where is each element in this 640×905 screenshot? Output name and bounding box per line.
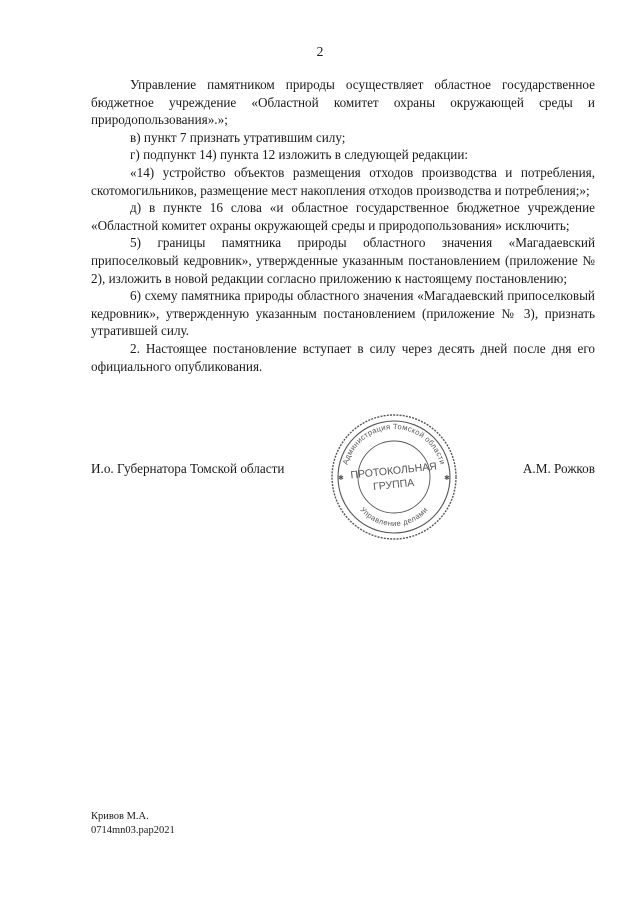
document-body <box>91 76 595 375</box>
footer-author: Кривов М.А. <box>91 811 149 822</box>
signatory-name: А.М. Рожков <box>522 461 595 476</box>
paragraph-item-g: г) подпункт 14) пункта 12 изложить в следующей редакции: <box>130 147 469 163</box>
stamp-star-icon: ✱ <box>338 475 344 482</box>
stamp-center-line1: ПРОТОКОЛЬНАЯ <box>349 460 438 482</box>
svg-text:Администрация Томской области <box>341 422 448 466</box>
stamp-bottom-text: Управление делами <box>358 505 430 529</box>
stamp-star-icon: ✱ <box>444 475 450 482</box>
paragraph-management: Управление памятником природы осуществляет областное государственное бюджетное учреждение «Областной комитет охраны окружающей среды и природопользования».»; <box>91 77 595 128</box>
page-number: 2 <box>316 44 324 59</box>
stamp-center-line2: ГРУППА <box>372 476 415 494</box>
footer-file-code: 0714mn03.pap2021 <box>91 824 175 836</box>
document-footer <box>91 810 175 837</box>
paragraph-subitem-14: «14) устройство объектов размещения отходов производства и потребления, скотомогильников, размещение мест накопления отходов производства и потребления;»; <box>91 164 595 198</box>
paragraph-effective-date: 2. Настоящее постановление вступает в силу через десять дней после дня его официального опубликования. <box>91 340 595 374</box>
paragraph-item-d: д) в пункте 16 слова «и областное государственное бюджетное учреждение «Областной комитет охраны окружающей среды и природопользования» исключить; <box>91 200 595 233</box>
svg-text:Управление делами <box>358 505 429 528</box>
protocol-stamp <box>329 412 459 542</box>
stamp-ring-text: Администрация Томской области <box>340 421 448 466</box>
paragraph-item-v: в) пункт 7 признать утратившим силу; <box>130 129 346 145</box>
paragraph-item-6: 6) схему памятника природы областного значения «Магадаевский припоселковый кедровник», утвержденную указанным постановлением (приложение № 3), признать утратившей силу. <box>91 288 595 339</box>
paragraph-item-5: 5) границы памятника природы областного значения «Магадаевский припоселковый кедровник», утвержденные указанным постановлением (приложение № 2), изложить в новой редакции согласно приложению к настоящему постановлению; <box>91 235 595 286</box>
signatory-position: И.о. Губернатора Томской области <box>91 461 285 476</box>
